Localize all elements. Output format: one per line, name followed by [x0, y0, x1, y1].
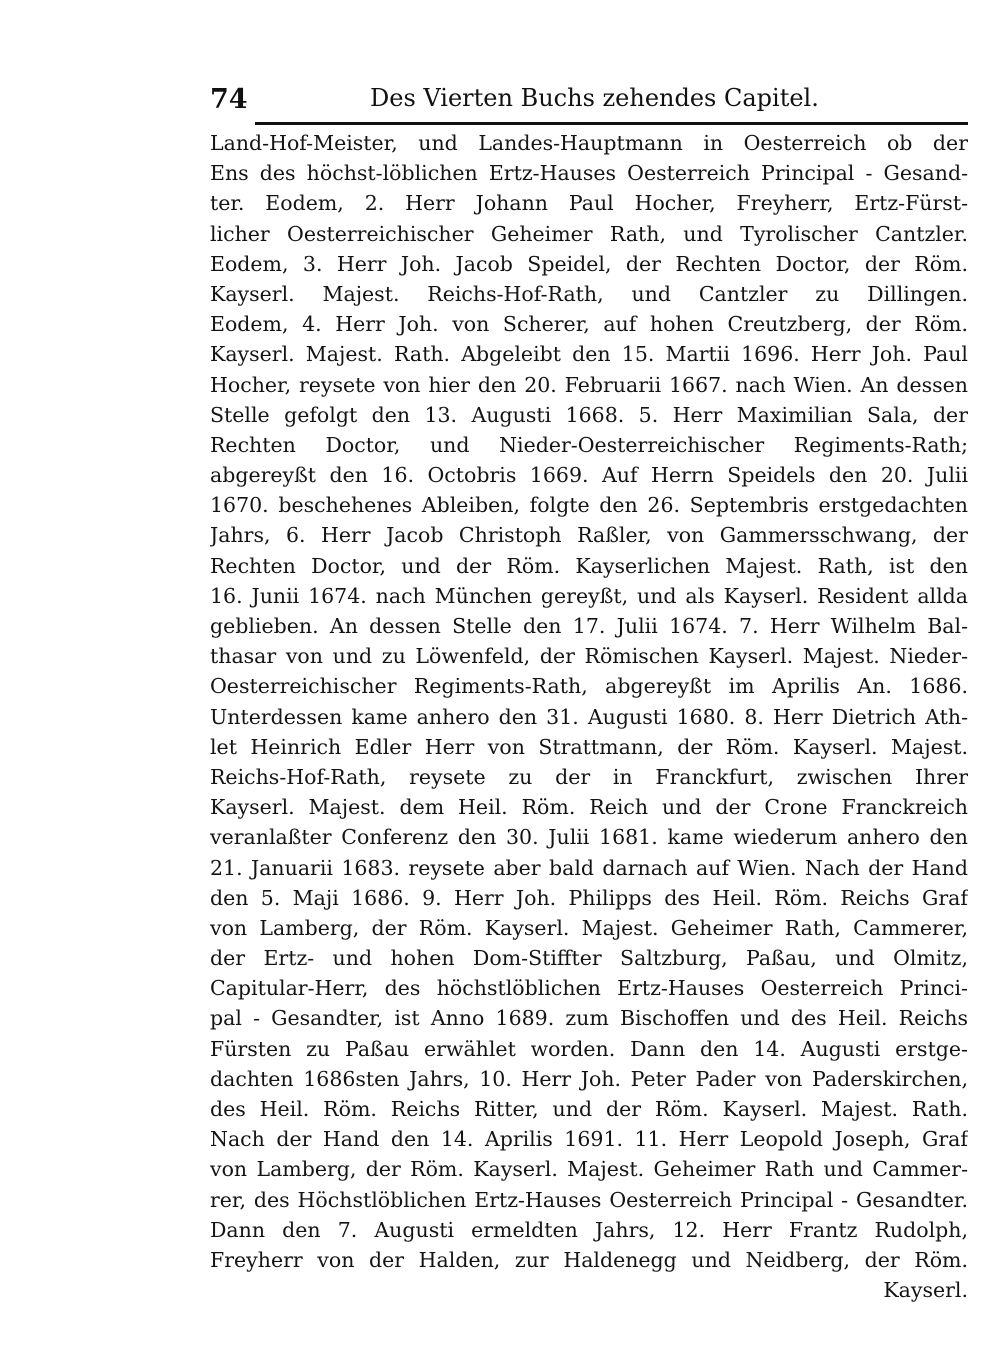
text-line: von Lamberg, der Röm. Kayserl. Majest. Geheimer Rath und Cammer- — [210, 1157, 968, 1182]
text-line: Jahrs, 6. Herr Jacob Christoph Raßler, von Gammersschwang, der — [210, 523, 968, 548]
text-line: den 5. Maji 1686. 9. Herr Joh. Philipps des Heil. Röm. Reichs Graf — [210, 885, 968, 910]
text-line: rer, des Höchstlöblichen Ertz-Hauses Oesterreich Principal - Gesandter. — [210, 1187, 968, 1212]
text-line: 16. Junii 1674. nach München gereyßt, und als Kayserl. Resident allda — [210, 583, 968, 608]
text-line: Fürsten zu Paßau erwählet worden. Dann den 14. Augusti erstge- — [210, 1036, 968, 1061]
page-number: 74 — [210, 84, 248, 115]
body-text — [210, 128, 968, 1305]
text-line: Ens des höchst-löblichen Ertz-Hauses Oesterreich Principal - Gesand- — [210, 161, 968, 186]
text-line: der Ertz- und hohen Dom-Stiffter Saltzburg, Paßau, und Olmitz, — [210, 946, 968, 971]
text-line: Hocher, reysete von hier den 20. Februarii 1667. nach Wien. An dessen — [210, 372, 968, 397]
text-line: dachten 1686sten Jahrs, 10. Herr Joh. Peter Pader von Paderskirchen, — [210, 1066, 968, 1091]
page-header — [210, 80, 968, 120]
text-line: Unterdessen kame anhero den 31. Augusti 1680. 8. Herr Dietrich Ath- — [210, 704, 968, 729]
text-line: Dann den 7. Augusti ermeldten Jahrs, 12. Herr Frantz Rudolph, — [210, 1217, 968, 1242]
catchword: Kayserl. — [883, 1278, 968, 1303]
text-line: abgereyßt den 16. Octobris 1669. Auf Herrn Speidels den 20. Julii — [210, 463, 968, 488]
text-line: Kayserl. Majest. Rath. Abgeleibt den 15. Martii 1696. Herr Joh. Paul — [210, 342, 968, 367]
text-line: Rechten Doctor, und Nieder-Oesterreichischer Regiments-Rath; — [210, 432, 968, 457]
text-line: des Heil. Röm. Reichs Ritter, und der Röm. Kayserl. Majest. Rath. — [210, 1097, 968, 1121]
text-line: Land-Hof-Meister, und Landes-Hauptmann in Oesterreich ob der — [210, 131, 968, 155]
text-line: pal - Gesandter, ist Anno 1689. zum Bischoffen und des Heil. Reichs — [210, 1006, 968, 1031]
text-line: geblieben. An dessen Stelle den 17. Julii 1674. 7. Herr Wilhelm Bal- — [210, 614, 968, 638]
text-line: Oesterreichischer Regiments-Rath, abgereyßt im Aprilis An. 1686. — [210, 674, 968, 699]
header-rule — [255, 122, 968, 125]
text-line: Reichs-Hof-Rath, reysete zu der in Franckfurt, zwischen Ihrer — [210, 764, 968, 789]
text-line: Rechten Doctor, und der Röm. Kayserlichen Majest. Rath, ist den — [210, 553, 968, 578]
text-line: Eodem, 3. Herr Joh. Jacob Speidel, der Rechten Doctor, der Röm. — [210, 251, 968, 276]
text-line: Kayserl. Majest. dem Heil. Röm. Reich und der Crone Franckreich — [210, 795, 968, 820]
text-line: Stelle gefolgt den 13. Augusti 1668. 5. Herr Maximilian Sala, der — [210, 402, 968, 427]
text-line: Freyherr von der Halden, zur Haldenegg und Neidberg, der Röm. — [210, 1247, 968, 1272]
text-line: von Lamberg, der Röm. Kayserl. Majest. Geheimer Rath, Cammerer, — [210, 915, 968, 940]
text-line: licher Oesterreichischer Geheimer Rath, und Tyrolischer Cantzler. — [210, 221, 968, 246]
text-line: veranlaßter Conferenz den 30. Julii 1681. kame wiederum anhero den — [210, 825, 968, 850]
running-head: Des Vierten Buchs zehendes Capitel. — [370, 84, 819, 112]
text-line: thasar von und zu Löwenfeld, der Römischen Kayserl. Majest. Nieder- — [210, 644, 968, 669]
text-line: Eodem, 4. Herr Joh. von Scherer, auf hohen Creutzberg, der Röm. — [210, 312, 968, 337]
text-line: Nach der Hand den 14. Aprilis 1691. 11. Herr Leopold Joseph, Graf — [210, 1127, 968, 1152]
text-line: Capitular-Herr, des höchstlöblichen Ertz-Hauses Oesterreich Princi- — [210, 976, 968, 1001]
text-line: 21. Januarii 1683. reysete aber bald darnach auf Wien. Nach der Hand — [210, 855, 968, 880]
text-line: 1670. beschehenes Ableiben, folgte den 26. Septembris erstgedachten — [210, 493, 968, 518]
text-line: Kayserl. Majest. Reichs-Hof-Rath, und Cantzler zu Dillingen. — [210, 281, 968, 306]
text-line: ter. Eodem, 2. Herr Johann Paul Hocher, Freyherr, Ertz-Fürst- — [210, 191, 968, 216]
text-line: let Heinrich Edler Herr von Strattmann, der Röm. Kayserl. Majest. — [210, 734, 968, 759]
